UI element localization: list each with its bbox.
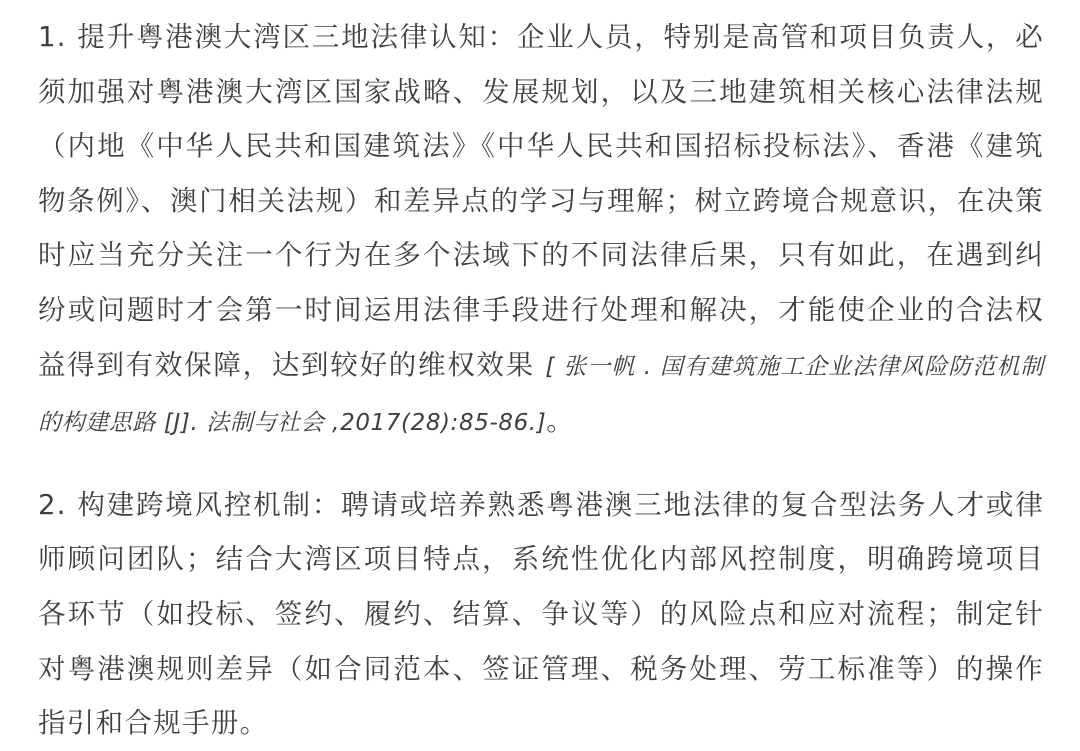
paragraph-text: 2. 构建跨境风控机制：聘请或培养熟悉粤港澳三地法律的复合型法务人才或律师顾问团队；结合大湾区项目特点，系统性优化内部风控制度，明确跨境项目各环节（如投标、签约、履约、结算、争议等）的风险点和应对流程；制定针对粤港澳规则差异（如合同范本、签证管理、税务处理、劳工标准等）的操作指引和合规手册。 xyxy=(38,488,1044,740)
paragraph-risk-control xyxy=(38,478,1044,751)
paragraph-legal-awareness xyxy=(38,10,1044,451)
reference-citation: [ 张一帆 . 国有建筑施工企业法律风险防范机制的构建思路 [J]. 法制与社会 ,2017(28):85-86.] xyxy=(38,353,1044,437)
paragraph-tail: 。 xyxy=(546,405,576,438)
paragraph-text: 1. 提升粤港澳大湾区三地法律认知：企业人员，特别是高管和项目负责人，必须加强对粤港澳大湾区国家战略、发展规划，以及三地建筑相关核心法律法规（内地《中华人民共和国建筑法》《中华人民共和国招标投标法》、香港《建筑物条例》、澳门相关法规）和差异点的学习与理解；树立跨境合规意识，在决策时应当充分关注一个行为在多个法域下的不同法律后果，只有如此，在遇到纠纷或问题时才会第一时间运用法律手段进行处理和解决，才能使企业的合法权益得到有效保障，达到较好的维权效果 xyxy=(38,21,1044,381)
